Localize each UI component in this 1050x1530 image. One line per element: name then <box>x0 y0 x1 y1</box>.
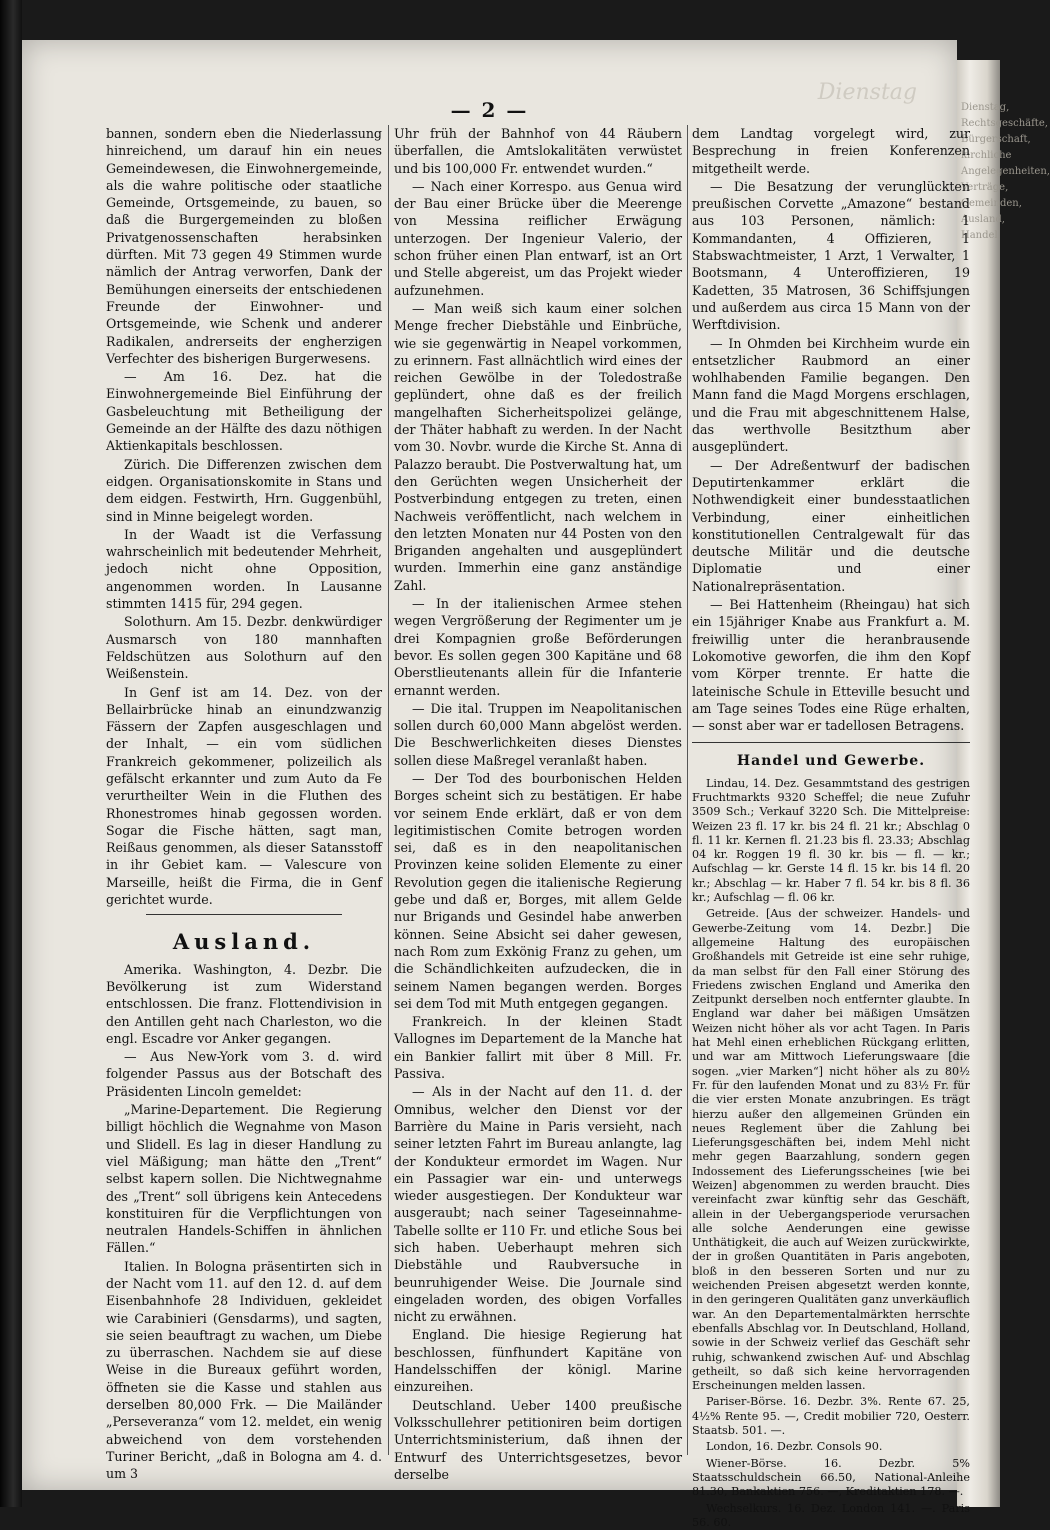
article-paragraph: — Aus New-York vom 3. d. wird folgender Passus aus der Botschaft des Präsidenten Lincoln gemeldet: <box>106 1049 382 1099</box>
article-paragraph: — Bei Hattenheim (Rheingau) hat sich ein 15jähriger Knabe aus Frankfurt a. M. freiwillig unter die heranbrausende Lokomotive geworfen, die ihm den Kopf vom Körper trennte. Er hatte die lateinische Schule in Etteville besucht und am Tage seines Todes eine Rüge erhalten, — sonst aber war er tadellosen Betragens. <box>692 597 970 734</box>
scan-shadow-left <box>0 0 22 1507</box>
page-number: — 2 — <box>450 98 529 122</box>
bleed-through-header: Dienstag <box>817 80 917 105</box>
section-divider <box>146 914 342 915</box>
market-paragraph: Wiener-Börse. 16. Dezbr. 5% Staatsschuldschein 66.50, National-Anleihe 81.30, Bankaktien 756. —, Kreditaktien 178. —. <box>692 1456 970 1499</box>
article-paragraph: — Die ital. Truppen im Neapolitanischen sollen durch 60,000 Mann abgelöst werden. Die Beschwerlichkeiten dieses Dienstes sollen diese Maßregel veranlaßt haben. <box>394 700 682 768</box>
article-paragraph: Solothurn. Am 15. Dezbr. denkwürdiger Ausmarsch von 180 mannhaften Feldschützen aus Solothurn auf den Weißenstein. <box>106 614 382 682</box>
article-paragraph: — Die Besatzung der verunglückten preußischen Corvette „Amazone“ bestand aus 103 Personen, nämlich: 1 Kommandanten, 4 Offizieren, 1 Stabswachtmeister, 1 Arzt, 1 Verwalter, 1 Bootsmann, 4 Unteroffizieren, 19 Kadetten, 35 Matrosen, 36 Schiffsjungen und außerdem aus circa 15 Mann von der Werftdivision. <box>692 178 970 333</box>
market-paragraph: Pariser-Börse. 16. Dezbr. 3%. Rente 67. 25, 4½% Rente 95. —, Credit mobilier 720, Oesterr. Staatsb. 501. —. <box>692 1395 970 1438</box>
article-paragraph: In der Waadt ist die Verfassung wahrscheinlich mit bedeutender Mehrheit, jedoch nicht ohne Opposition, angenommen worden. In Lausanne stimmten 1415 für, 294 gegen. <box>106 526 382 612</box>
column-2 <box>394 125 682 1485</box>
article-paragraph: dem Landtag vorgelegt wird, zur Besprechung in freien Konferenzen mitgetheilt werde. <box>692 126 970 176</box>
article-paragraph: „Marine-Departement. Die Regierung billigt höchlich die Wegnahme von Mason und Slidell. Es lag in dieser Handlung zu viel Mäßigung; man hätte den „Trent“ selbst kapern sollen. Die Nichtwegnahme des „Trent“ soll übrigens kein Antecedens konstituiren für die Verpflichtungen von neutralen Handels-Schiffen in ähnlichen Fällen.“ <box>106 1102 382 1256</box>
market-paragraph: London, 16. Dezbr. Consols 90. <box>706 1440 883 1454</box>
article-paragraph: — Nach einer Korrespo. aus Genua wird der Bau einer Brücke über die Meerenge von Messina reiflicher Erwägung unterzogen. Der Ingenieur Valerio, der schon früher einen Plan entwarf, ist an Ort und Stelle abgereist, um das Projekt wieder aufzunehmen. <box>394 178 682 298</box>
section-title-handel: Handel und Gewerbe. <box>736 753 926 770</box>
article-paragraph: Frankreich. In der kleinen Stadt Vallognes im Departement de la Manche hat ein Bankier fallirt mit über 8 Mill. Fr. Passiva. <box>394 1014 682 1082</box>
article-paragraph: Amerika. Washington, 4. Dezbr. Die Bevölkerung ist zum Widerstand entschlossen. Die franz. Flottendivision in den Antillen geht nach Charleston, wo die engl. Escadre vor Anker gegangen. <box>106 961 382 1046</box>
article-paragraph: — Man weiß sich kaum einer solchen Menge frecher Diebstähle und Einbrüche, wie sie gegenwärtig in Neapel vorkommen, zu erinnern. Fast allnächtlich wird eines der reichen Gewölbe in der Toledostraße geplündert, ohne daß es der freilich mangelhaften Sicherheitspolizei gelänge, der Thäter habhaft zu werden. In der Nacht vom 30. Novbr. wurde die Kirche St. Anna di Palazzo beraubt. Die Postverwaltung hat, um den Gerüchten wegen Unsicherheit der Postverbindung entgegen zu treten, einen Nachweis veröffentlicht, nach welchem in den letzten Monaten nur 44 Posten von den Briganden angehalten und ausgeplündert wurden. Immerhin eine ganz anständige Zahl. <box>394 300 682 593</box>
market-paragraph: Wechselkurs. 16. Dez. London 141. —. Paris 56. 60. <box>692 1501 970 1529</box>
section-divider <box>692 742 970 743</box>
article-paragraph: — Am 16. Dez. hat die Einwohnergemeinde Biel Einführung der Gasbeleuchtung mit Betheiligung der Gemeinde an der Hälfte des dazu nöthigen Aktienkapitals beschlossen. <box>106 369 382 454</box>
article-paragraph: bannen, sondern eben die Niederlassung hinreichend, um darauf hin ein neues Gemeindewesen, die Einwohnergemeinde, als die wahre politische oder staatliche Gemeinde, Ortsgemeinde, zu bauen, so daß die Burgergemeinden zu bloßen Privatgenossenschaften herabsinken dürften. Mit 73 gegen 49 Stimmen wurde nämlich der Antrag verworfen, Dank der Bemühungen einerseits der entschiedenen Freunde der Einwohner- und Ortsgemeinde, wie Schenk und anderer Radikalen, andrerseits der engherzigen Verfechter des bisherigen Burgerwesens. <box>106 126 382 366</box>
column-3 <box>692 125 970 1529</box>
article-paragraph: Zürich. Die Differenzen zwischen dem eidgen. Organisationskomite in Stans und dem eidgen. Festwirth, Hrn. Guggenbühl, sind in Minne beigelegt worden. <box>106 456 382 524</box>
column-rule-1 <box>388 125 389 1455</box>
article-paragraph: Deutschland. Ueber 1400 preußische Volksschullehrer petitioniren beim dortigen Unterrichtsministerium, daß ihnen der Entwurf des Unterrichtsgesetzes, bevor derselbe <box>394 1397 682 1482</box>
article-paragraph: — Der Adreßentwurf der badischen Deputirtenkammer erklärt die Nothwendigkeit einer bundesstaatlichen Verbindung, einer einheitlichen konstitutionellen Centralgewalt für das deutsche Militär und die deutsche Diplomatie und einer Nationalrepräsentation. <box>692 457 970 594</box>
article-paragraph: In Genf ist am 14. Dez. von der Bellairbrücke hinab an einundzwanzig Fässern der Zapfen ausgeschlagen und der Inhalt, — ein vom südlichen Frankreich gekommener, polizeilich als gefälscht erkannter und zum Auto da Fe verurtheilter Wein in die Fluthen des Rhonestromes hinab gegossen worden. Sogar die Fische hätten, sagt man, Reißaus genommen, als dieser Satansstoff in ihr Gebiet kam. — Valescure von Marseille, heißt die Firma, die in Genf gerichtet wurde. <box>106 684 382 908</box>
article-paragraph: England. Die hiesige Regierung hat beschlossen, fünfhundert Kapitäne von Handelsschiffen der königl. Marine einzureihen. <box>394 1327 682 1395</box>
article-paragraph: Uhr früh der Bahnhof von 44 Räubern überfallen, die Amtslokalitäten verwüstet und bis 100,000 Fr. entwendet wurden.“ <box>394 126 682 176</box>
article-paragraph: — In Ohmden bei Kirchheim wurde ein entsetzlicher Raubmord an einer wohlhabenden Familie begangen. Den Mann fand die Magd Morgens erschlagen, und die Frau mit abgeschnittenem Halse, das werthvolle Besitzthum aber ausgeplündert. <box>692 335 970 455</box>
column-1 <box>106 125 382 1485</box>
market-report <box>692 777 970 1530</box>
article-paragraph: — In der italienischen Armee stehen wegen Vergrößerung der Regimenter um je drei Kompagnien große Beförderungen bevor. Es sollen gegen 300 Kapitäne und 68 Oberstlieutenants allein für die Infanterie ernannt werden. <box>394 596 682 698</box>
article-paragraph: — Als in der Nacht auf den 11. d. der Omnibus, welcher den Dienst vor der Barrière du Maine in Paris versieht, nach seiner letzten Fahrt im Bureau anlangte, lag der Kondukteur ermordet im Wagen. Nur ein Passagier war ein- und unterwegs wieder ausgestiegen. Der Kondukteur war ausgeraubt; nach seiner Tageseinnahme-Tabelle sollte er 110 Fr. und etliche Sous bei sich haben. Ueberhaupt mehren sich Diebstähle und Raubversuche in beunruhigender Weise. Die Journale sind eingeladen worden, des obigen Vorfalles nicht zu erwähnen. <box>394 1084 682 1325</box>
article-paragraph: — Der Tod des bourbonischen Helden Borges scheint sich zu bestätigen. Er habe vor seinem Ende erklärt, daß er von dem legitimistischen Comite betrogen worden sei, daß es in den neapolitanischen Provinzen keine soliden Elemente zu einer Revolution gegen die italienische Regierung gebe und daß er, Borges, mit allem Gelde nur Brigands und Gesindel habe anwerben können. Seine Absicht sei daher gewesen, nach Rom zum Exkönig Franz zu gehen, um die Schändlichkeiten aufzudecken, die in seinem Namen begangen werden. Borges sei dem Tod mit Muth entgegen gegangen. <box>394 770 682 1011</box>
article-paragraph: Italien. In Bologna präsentirten sich in der Nacht vom 11. auf den 12. d. auf dem Eisenbahnhofe 28 Individuen, gekleidet wie Carabinieri (Gensdarms), und sagten, sie seien beauftragt zu wachen, um Diebe zu überraschen. Nachdem sie auf diese Weise in die Bureaux geführt worden, öffneten sie die Kasse und stahlen aus derselben 80,000 Frk. — Die Mailänder „Perseveranza“ vom 12. meldet, ein wenig abweichend von dem vorstehenden Turiner Bericht, „daß in Bologna am 4. d. um 3 <box>106 1258 382 1482</box>
newspaper-page <box>22 40 970 1529</box>
market-paragraph: Getreide. [Aus der schweizer. Handels- und Gewerbe-Zeitung vom 14. Dezbr.] Die allgemeine Haltung des europäischen Großhandels mit Getreide ist eine sehr ruhige, da man selbst für den Fall einer Störung des Friedens zwischen England und Amerika den Zeitpunkt derselben noch entfernter glaubte. In England war daher bei mäßigen Umsätzen Weizen nicht höher als vor acht Tagen. In Paris hat Mehl einen erheblichen Rückgang erlitten, und war am Mittwoch Lieferungswaare [die sogen. „vier Marken“] nicht höher als zu 80½ Fr. für den laufenden Monat und zu 83½ Fr. für die vier ersten Monate anzubringen. Es trägt hierzu außer den allgemeinen Gründen ein neues Reglement über die Zahlung bei Lieferungsgeschäften bei, indem Mehl nicht mehr gegen Baarzahlung, sondern gegen Indossement des Lieferungsscheines [wie bei Weizen] abgenommen zu werden braucht. Dies vereinfacht zwar künftig sehr das Geschäft, allein in der Uebergangsperiode verursachen alle solche Aenderungen eine gewisse Unthätigkeit, die auch auf Weizen zurückwirkte, der in großen Quantitäten in Paris angeboten, bloß in den besseren Sorten und nur zu weichenden Preisen abgesetzt werden konnte, in den geringeren Qualitäten ganz unverkäuflich war. An den Departementalmärkten herrschte ebenfalls Abschlag vor. In Deutschland, Holland, sowie in der Schweiz verlief das Geschäft sehr ruhig, schwankend zwischen Auf- und Abschlag getheilt, so daß sich keine hervorragenden Erscheinungen melden lassen. <box>692 907 970 1393</box>
section-title-ausland: Ausland. <box>172 929 316 955</box>
next-page-ghost-text: Dienstag, Rechtsgeschäfte, Bürgerschaft, kirchliche Angelegenheiten, Verträge, Gemeinden, Ausland, Handel <box>961 102 1050 241</box>
column-rule-2 <box>687 125 688 1455</box>
market-paragraph: Lindau, 14. Dez. Gesammtstand des gestrigen Fruchtmarkts 9320 Scheffel; die neue Zufuhr 3509 Sch.; Verkauf 3220 Sch. Die Mittelpreise: Weizen 23 fl. 17 kr. bis 24 fl. 21 kr.; Abschlag 0 fl. 11 kr. Kernen fl. 21.23 bis fl. 23.33; Abschlag 04 kr. Roggen 19 fl. 30 kr. bis — fl. — kr.; Aufschlag — kr. Gerste 14 fl. 15 kr. bis 14 fl. 20 kr.; Abschlag — kr. Haber 7 fl. 54 kr. bis 8 fl. 36 kr.; Aufschlag — fl. 06 kr. <box>692 776 970 905</box>
